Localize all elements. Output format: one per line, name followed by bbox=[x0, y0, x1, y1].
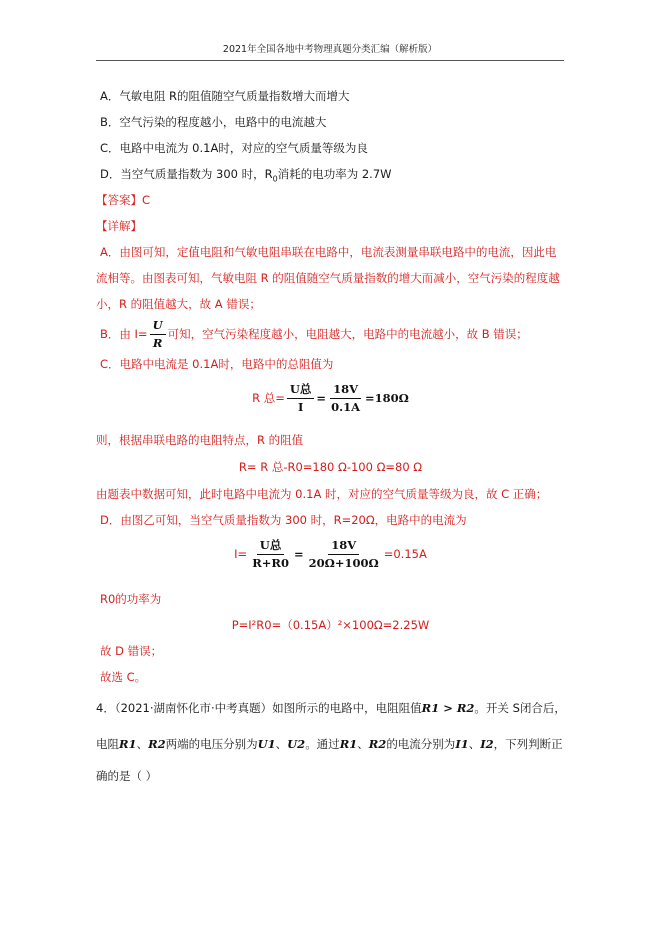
analysis-d-line2: R0的功率为 bbox=[100, 592, 162, 606]
option-d: D．当空气质量指数为 300 时，$R_0$消耗的电功率为 2.7W bbox=[100, 167, 392, 184]
analysis-a-line1: A．由图可知，定值电阻和气敏电阻串联在电路中，电流表测量串联电路中的电流，因此电 bbox=[100, 245, 557, 259]
question4-line2: 电阻R1、R2两端的电压分别为U1、U2。通过R1、R2的电流分别为I1、I2，下列判断正 bbox=[96, 737, 563, 751]
fraction-18v-over-resistances: $\frac{18V}{20\Omega+100\Omega}$ bbox=[308, 538, 379, 570]
equation-r-value: R= R 总-R0=180 Ω-100 Ω=80 Ω bbox=[238, 460, 423, 474]
option-c: C．电路中电流为 0.1A时，对应的空气质量等级为良 bbox=[100, 141, 368, 155]
fraction-18v-over-01a: $\frac{18V}{0.1A}$ bbox=[331, 382, 360, 414]
equation-total-resistance: R 总= $\frac{\text{U总}}{I}$ = $\frac{18V}{0.1A}$ =180Ω bbox=[252, 382, 409, 414]
detail-title: 【详解】 bbox=[96, 219, 142, 233]
fraction-u-over-i: $\frac{\text{U总}}{I}$ bbox=[287, 382, 315, 415]
final-choice: 故选 C。 bbox=[100, 670, 147, 684]
analysis-c-line3: 由题表中数据可知，此时电路中电流为 0.1A 时，对应的空气质量等级为良，故 C 正确； bbox=[96, 487, 548, 501]
analysis-c-line2: 则，根据串联电路的电阻特点，R 的阻值 bbox=[96, 433, 304, 447]
analysis-b: B．由 I= $\frac{U}{R}$ 可知，空气污染程度越小，电阻越大，电路中的电流越小，故 B 错误； bbox=[100, 318, 528, 350]
fraction-u-over-r: $\frac{U}{R}$ bbox=[150, 318, 166, 351]
analysis-a-line2: 流相等。由图表可知，气敏电阻 R 的阻值随空气质量指数的增大而减小，空气污染的程度越 bbox=[96, 271, 560, 285]
equation-power: P=I²R0=（0.15A）²×100Ω=2.25W bbox=[231, 618, 430, 632]
analysis-d-line1: D．由图乙可知，当空气质量指数为 300 时，R=20Ω，电路中的电流为 bbox=[100, 513, 467, 527]
equation-current: I= $\frac{\text{U总}}{R+R0}$ = $\frac{18V}{20\Omega+100\Omega}$ =0.15A bbox=[234, 538, 427, 570]
answer-label: 【答案】C bbox=[96, 193, 151, 207]
question4-line1: 4．（2021·湖南怀化市·中考真题）如图所示的电路中，电阻阻值R1 > R2。开关 S闭合后， bbox=[96, 701, 566, 715]
analysis-c-line1: C．电路中电流是 0.1A时，电路中的总阻值为 bbox=[100, 357, 334, 371]
option-b: B．空气污染的程度越小，电路中的电流越大 bbox=[100, 115, 327, 129]
analysis-d-line3: 故 D 错误； bbox=[100, 644, 163, 658]
analysis-a-line3: 小，R 的阻值越大，故 A 错误； bbox=[96, 297, 261, 311]
fraction-u-over-r-sum: $\frac{\text{U总}}{R+R0}$ bbox=[252, 538, 289, 570]
page-header: 2021年全国各地中考物理真题分类汇编（解析版） bbox=[96, 41, 564, 61]
question4-line3: 确的是（ ） bbox=[96, 769, 158, 783]
option-a: A．气敏电阻 R的阻值随空气质量指数增大而增大 bbox=[100, 89, 350, 103]
